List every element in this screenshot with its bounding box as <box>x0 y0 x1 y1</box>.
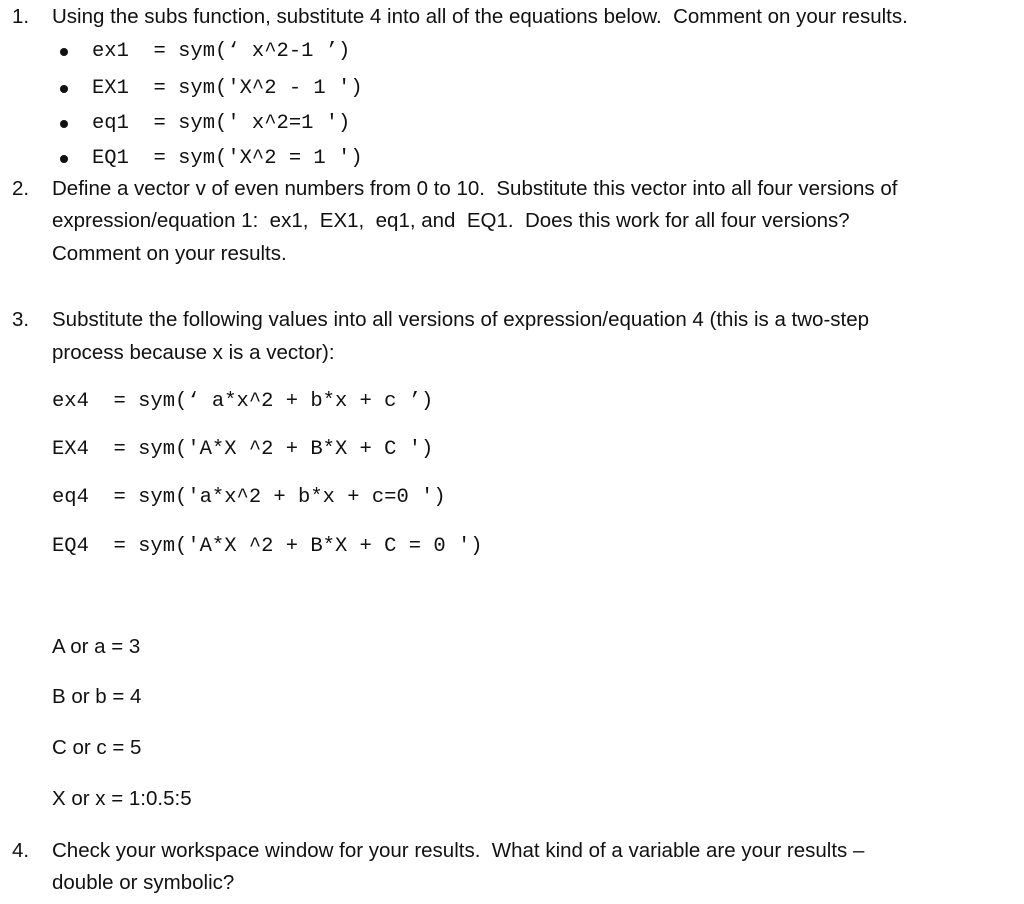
q3-value-x: X or x = 1:0.5:5 <box>52 787 192 810</box>
q3-line-2: process because x is a vector): <box>52 341 335 364</box>
q2-line-2: expression/equation 1: ex1, EX1, eq1, and EQ1. Does this work for all four versions? <box>52 209 850 232</box>
bullet-icon <box>60 120 68 128</box>
bullet-icon <box>60 85 68 93</box>
q1-number: 1. <box>12 5 30 28</box>
q2-number: 2. <box>12 177 30 200</box>
q4-number: 4. <box>12 839 30 862</box>
q3-code-EX4: EX4 = sym('A*X ^2 + B*X + C ') <box>52 438 434 461</box>
q3-code-eq4: eq4 = sym('a*x^2 + b*x + c=0 ') <box>52 486 446 509</box>
q3-line-1: Substitute the following values into all versions of expression/equation 4 (this is a two-step <box>52 308 870 331</box>
q3-value-b: B or b = 4 <box>52 685 142 708</box>
q1-item-3: eq1 = sym(' x^2=1 ') <box>92 112 351 135</box>
q4-line-2: double or symbolic? <box>52 871 235 894</box>
q3-code-ex4: ex4 = sym(‘ a*x^2 + b*x + c ’) <box>52 390 434 413</box>
q3-number: 3. <box>12 308 30 331</box>
q1-item-2: EX1 = sym('X^2 - 1 ') <box>92 77 363 100</box>
q1-text: Using the subs function, substitute 4 into all of the equations below. Comment on your results. <box>52 5 908 28</box>
bullet-icon <box>60 155 68 163</box>
q2-line-1: Define a vector v of even numbers from 0 to 10. Substitute this vector into all four versions of <box>52 177 898 200</box>
q2-line-3: Comment on your results. <box>52 242 287 265</box>
q3-value-c: C or c = 5 <box>52 736 142 759</box>
q1-item-1: ex1 = sym(‘ x^2-1 ’) <box>92 40 351 63</box>
q3-value-a: A or a = 3 <box>52 635 141 658</box>
q3-code-EQ4: EQ4 = sym('A*X ^2 + B*X + C = 0 ') <box>52 535 483 558</box>
bullet-icon <box>60 48 68 56</box>
q4-line-1: Check your workspace window for your results. What kind of a variable are your results – <box>52 839 865 862</box>
q1-item-4: EQ1 = sym('X^2 = 1 ') <box>92 147 363 170</box>
